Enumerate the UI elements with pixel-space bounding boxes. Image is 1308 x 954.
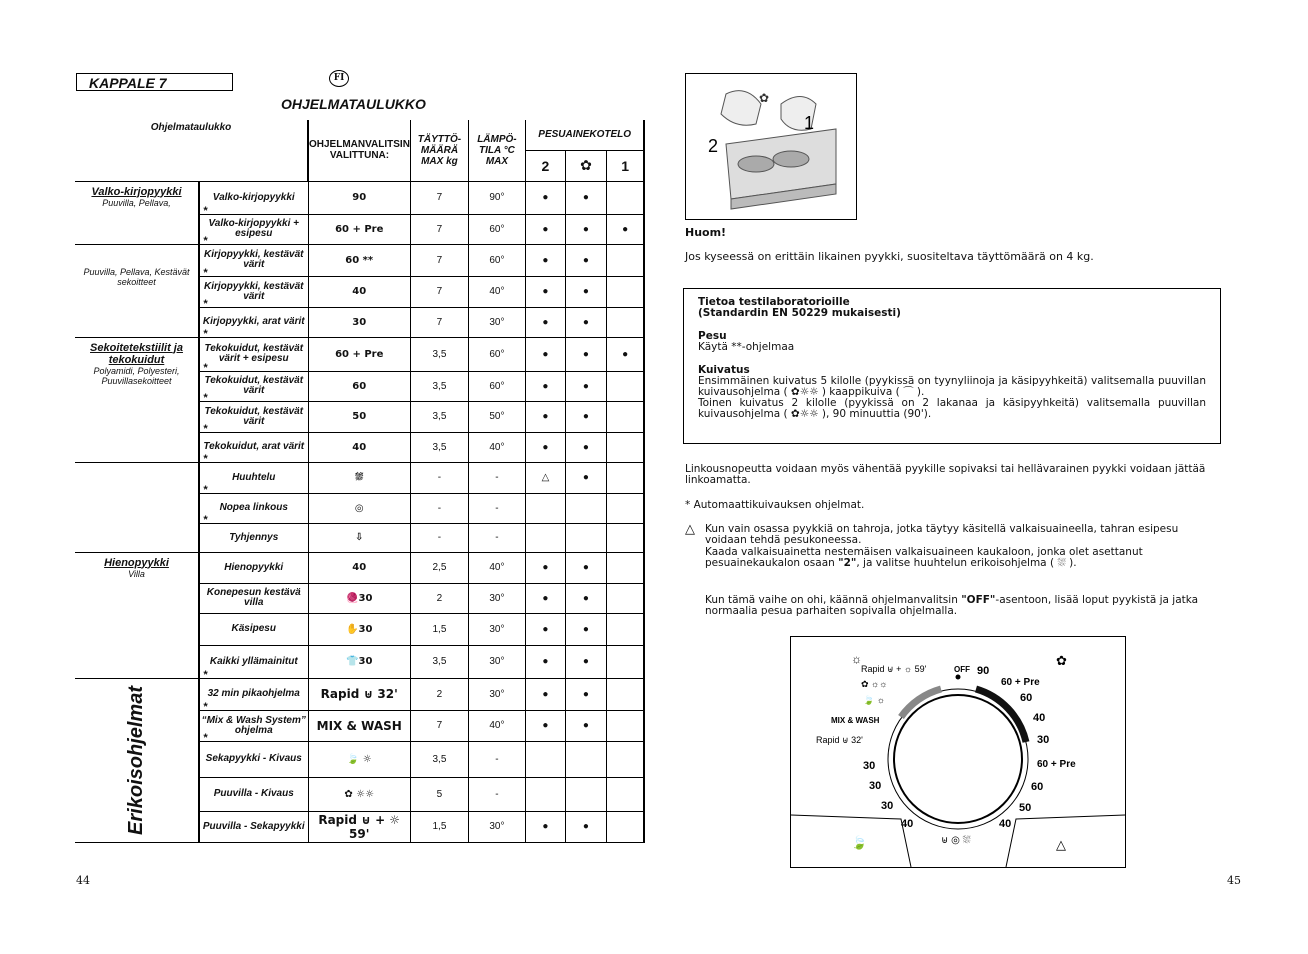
program-selector: 40 — [308, 276, 410, 307]
dial-mix-dry: 🍃 ☼ — [863, 695, 885, 705]
dial-off-label: OFF — [954, 665, 970, 674]
program-rows — [75, 181, 644, 842]
auto-dry-note: * Automaattikuivauksen ohjelmat. — [685, 499, 865, 511]
program-selector: 40 — [308, 432, 410, 462]
program-name: Valko-kirjopyykki * — [199, 181, 308, 214]
program-selector: ✿ ☼☼ — [308, 777, 410, 811]
det-1 — [606, 645, 644, 678]
det-1 — [606, 276, 644, 307]
program-selector: ⇩ — [308, 523, 410, 552]
dial-rapid32: Rapid ⊎ 32' — [816, 735, 863, 745]
program-selector: 🧶30 — [308, 583, 410, 613]
program-table — [75, 120, 645, 843]
program-selector: MIX & WASH — [308, 710, 410, 741]
max-temp: 30° — [468, 811, 525, 842]
dial-mixwash: MIX & WASH — [831, 716, 880, 725]
det-flower: ● — [565, 710, 606, 741]
program-name: Hienopyykki — [199, 552, 308, 583]
group-title: Hienopyykki — [104, 556, 169, 569]
page-title: OHJELMATAULUKKO — [281, 96, 426, 112]
program-name: 32 min pikaohjelma * — [199, 678, 308, 710]
det-1: ● — [606, 337, 644, 371]
program-selector: 👕30 — [308, 645, 410, 678]
group-cell — [75, 181, 199, 244]
warning-text-1: Kun vain osassa pyykkiä on tahroja, jotka täytyy käsitellä valkaisuaineella, tahran esipesu voidaan tehdä pesukoneessa. — [705, 523, 1179, 546]
group-subtitle: Puuvilla, Pellava, Kestävät sekoitteet — [83, 266, 190, 287]
det-2: ● — [525, 678, 565, 710]
det-1 — [606, 741, 644, 777]
test-lab-info-box — [683, 288, 1221, 444]
dial-svg — [791, 637, 1125, 867]
det-flower — [565, 493, 606, 523]
det-2 — [525, 493, 565, 523]
detergent-drawer-icon — [686, 74, 856, 219]
max-load: 2 — [410, 678, 468, 710]
det-1 — [606, 552, 644, 583]
max-load: 2 — [410, 583, 468, 613]
program-name: Valko-kirjopyykki + esipesu * — [199, 214, 308, 244]
header-temp: LÄMPÖ-TILA °C MAX — [468, 120, 525, 181]
det-1 — [606, 493, 644, 523]
max-temp: - — [468, 462, 525, 493]
group-vertical-title: Erikoisohjelmat — [125, 686, 147, 835]
det-flower: ● — [565, 244, 606, 276]
dial-r60pre2: 60 + Pre — [1037, 759, 1076, 770]
max-load: 7 — [410, 276, 468, 307]
det-flower: ● — [565, 811, 606, 842]
max-temp: - — [468, 741, 525, 777]
dial-l40a: 40 — [901, 818, 914, 830]
program-dial-illustration — [790, 636, 1126, 868]
table-row — [75, 181, 644, 214]
max-load: 3,5 — [410, 371, 468, 401]
max-temp: 30° — [468, 678, 525, 710]
group-subtitle: Polyamidi, Polyesteri, Puuvillasekoitteet — [93, 365, 180, 386]
program-selector: 30 — [308, 307, 410, 337]
det-1 — [606, 811, 644, 842]
warning-text-2: Kaada valkaisuainetta nestemäisen valkaisuaineen kaukaloon, jonka olet asettanut pesuainekaukalon osaan "2", ja valitse huuhtelun erikoisohjelma ( ⛆ ). — [705, 546, 1143, 569]
table-row — [75, 552, 644, 583]
max-load: - — [410, 493, 468, 523]
det-flower: ● — [565, 307, 606, 337]
page-number-right: 45 — [1227, 874, 1241, 887]
program-selector: 40 — [308, 552, 410, 583]
table-row — [75, 337, 644, 371]
det-2: △ — [525, 462, 565, 493]
det-flower — [565, 741, 606, 777]
table-row — [75, 678, 644, 710]
leaf-icon: 🍃 — [851, 835, 868, 850]
program-selector: 60 + Pre — [308, 337, 410, 371]
det-1 — [606, 244, 644, 276]
max-temp: 60° — [468, 244, 525, 276]
program-selector: ⛆ — [308, 462, 410, 493]
det-flower: ● — [565, 432, 606, 462]
det-1 — [606, 710, 644, 741]
program-name: Tekokuidut, kestävät värit * — [199, 371, 308, 401]
det-flower: ● — [565, 645, 606, 678]
program-name: “Mix & Wash System” ohjelma * — [199, 710, 308, 741]
group-cell — [75, 552, 199, 678]
det-1 — [606, 371, 644, 401]
group-cell — [75, 244, 199, 337]
program-name: Sekapyykki - Kivaus — [199, 741, 308, 777]
det-2: ● — [525, 276, 565, 307]
dial-r50: 50 — [1019, 802, 1032, 814]
det-flower: ● — [565, 181, 606, 214]
program-name: Puuvilla - Sekapyykki — [199, 811, 308, 842]
det-flower — [565, 523, 606, 552]
max-load: 7 — [410, 244, 468, 276]
group-title: Valko-kirjopyykki — [91, 185, 182, 198]
page-number-left: 44 — [76, 874, 90, 887]
det-2: ● — [525, 432, 565, 462]
program-name: Kirjopyykki, kestävät värit * — [199, 276, 308, 307]
sun-icon: ☼ — [851, 652, 862, 666]
program-selector: 60 + Pre — [308, 214, 410, 244]
dial-r90: 90 — [977, 665, 990, 677]
header-selector: OHJELMANVALITSIN VALITTUNA: — [308, 120, 410, 181]
program-name: Kirjopyykki, kestävät värit * — [199, 244, 308, 276]
max-temp: 40° — [468, 552, 525, 583]
det-flower: ● — [565, 276, 606, 307]
max-temp: 30° — [468, 307, 525, 337]
program-name: Nopea linkous * — [199, 493, 308, 523]
det-2: ● — [525, 645, 565, 678]
det-2: ● — [525, 583, 565, 613]
program-name: Kaikki yllämainitut * — [199, 645, 308, 678]
max-load: 7 — [410, 710, 468, 741]
max-temp: - — [468, 493, 525, 523]
det-flower: ● — [565, 371, 606, 401]
max-temp: - — [468, 777, 525, 811]
det-1 — [606, 401, 644, 432]
det-2: ● — [525, 401, 565, 432]
max-temp: 30° — [468, 583, 525, 613]
dial-r40: 40 — [1033, 712, 1046, 724]
group-subtitle: Villa — [128, 568, 145, 579]
max-temp: 30° — [468, 645, 525, 678]
header-program: Ohjelmataulukko — [75, 120, 308, 181]
group-cell — [75, 678, 199, 842]
det-2 — [525, 777, 565, 811]
flower-icon: ✿ — [565, 150, 606, 181]
det-2: ● — [525, 371, 565, 401]
det-flower: ● — [565, 613, 606, 645]
max-load: 5 — [410, 777, 468, 811]
det-1 — [606, 307, 644, 337]
det-2: ● — [525, 613, 565, 645]
max-load: - — [410, 523, 468, 552]
dial-r30: 30 — [1037, 734, 1050, 746]
det-1 — [606, 523, 644, 552]
chapter-label: KAPPALE 7 — [76, 73, 233, 91]
max-temp: - — [468, 523, 525, 552]
program-selector: 🍃 ☼ — [308, 741, 410, 777]
det-2: ● — [525, 181, 565, 214]
box-title-1: Tietoa testilaboratorioille — [698, 296, 850, 308]
dial-cotton-dry: ✿ ☼☼ — [861, 679, 888, 689]
max-load: 3,5 — [410, 645, 468, 678]
detergent-drawer-illustration — [685, 73, 857, 220]
program-name: Tekokuidut, kestävät värit * — [199, 401, 308, 432]
program-name: Konepesun kestävä villa — [199, 583, 308, 613]
max-load: 3,5 — [410, 432, 468, 462]
det-2: ● — [525, 337, 565, 371]
spin-paragraph: Linkousnopeutta voidaan myös vähentää pyykille sopivaksi tai hellävarainen pyykki voidaan jättää linkoamatta. — [685, 463, 1206, 486]
max-load: 3,5 — [410, 337, 468, 371]
max-load: 7 — [410, 307, 468, 337]
program-name: Kirjopyykki, arat värit * — [199, 307, 308, 337]
max-temp: 60° — [468, 371, 525, 401]
det-2: ● — [525, 214, 565, 244]
max-temp: 40° — [468, 432, 525, 462]
det-flower: ● — [565, 462, 606, 493]
program-selector: Rapid ⊎ 32' — [308, 678, 410, 710]
det-2 — [525, 741, 565, 777]
note-title: Huom! — [685, 226, 727, 239]
dial-l30c: 30 — [881, 800, 894, 812]
max-temp: 50° — [468, 401, 525, 432]
warning-triangle-icon: △ — [685, 522, 695, 537]
group-cell — [75, 462, 199, 552]
max-temp: 40° — [468, 276, 525, 307]
det-flower: ● — [565, 401, 606, 432]
det-2: ● — [525, 244, 565, 276]
det-2 — [525, 523, 565, 552]
det-1 — [606, 678, 644, 710]
triangle-icon: △ — [1056, 837, 1066, 852]
header-detergent: PESUAINEKOTELO — [525, 120, 644, 150]
det-2: ● — [525, 552, 565, 583]
dial-r60pre: 60 + Pre — [1001, 677, 1040, 688]
det-flower — [565, 777, 606, 811]
max-load: 3,5 — [410, 741, 468, 777]
max-load: 3,5 — [410, 401, 468, 432]
det-flower: ● — [565, 583, 606, 613]
max-temp: 30° — [468, 613, 525, 645]
max-temp: 40° — [468, 710, 525, 741]
det-1 — [606, 613, 644, 645]
program-selector: ◎ — [308, 493, 410, 523]
det-flower: ● — [565, 214, 606, 244]
max-temp: 90° — [468, 181, 525, 214]
program-name: Tekokuidut, arat värit * — [199, 432, 308, 462]
dial-r40b: 40 — [999, 818, 1012, 830]
program-selector: 90 — [308, 181, 410, 214]
det-1 — [606, 181, 644, 214]
det-1 — [606, 462, 644, 493]
det-2: ● — [525, 307, 565, 337]
group-cell — [75, 337, 199, 462]
program-name: Käsipesu — [199, 613, 308, 645]
program-selector: 60 — [308, 371, 410, 401]
det-1: ● — [606, 214, 644, 244]
box-pesu-title: Pesu — [698, 330, 727, 342]
svg-text:✿: ✿ — [759, 91, 770, 105]
max-load: 2,5 — [410, 552, 468, 583]
header-load: TÄYTTÖ-MÄÄRÄ MAX kg — [410, 120, 468, 181]
program-name: Tyhjennys — [199, 523, 308, 552]
cotton-icon: ✿ — [1056, 653, 1067, 668]
det-flower: ● — [565, 678, 606, 710]
det-flower: ● — [565, 337, 606, 371]
warning-text-3: Kun tämä vaihe on ohi, käännä ohjelmanvalitsin "OFF"-asentoon, lisää loput pyykistä ja jatka normaalia pesua parhaiten sopivalla ohjelmalla. — [705, 594, 1199, 617]
max-load: - — [410, 462, 468, 493]
dial-r60: 60 — [1020, 692, 1033, 704]
illus-label-2: 2 — [708, 136, 719, 156]
det-flower: ● — [565, 552, 606, 583]
box-kuivatus-text-1: Ensimmäinen kuivatus 5 kilolle (pyykissä on tyynyliinoja ja käsipyyhkeitä) valitsemalla puuvillan kuivausohjelma ( ✿☼☼ ) kaappikuiva ( ⌒ ). — [698, 375, 1206, 398]
max-temp: 60° — [468, 214, 525, 244]
program-selector: Rapid ⊎ + ☼ 59' — [308, 811, 410, 842]
illus-label-1: 1 — [804, 113, 815, 133]
dial-rapid59: Rapid ⊎ + ☼ 59' — [861, 664, 927, 674]
max-load: 7 — [410, 181, 468, 214]
max-load: 1,5 — [410, 613, 468, 645]
box-title-2: (Standardin EN 50229 mukaisesti) — [698, 307, 901, 319]
table-row — [75, 462, 644, 493]
program-name: Puuvilla - Kivaus — [199, 777, 308, 811]
group-subtitle: Puuvilla, Pellava, — [102, 197, 171, 208]
max-load: 7 — [410, 214, 468, 244]
box-kuivatus-text-2: Toinen kuivatus 2 kilolle (pyykissä on 2 lakanaa ja käsipyyhkeitä) valitsemalla puuvillan kuivausohjelma ( ✿☼☼ ), 90 minuuttia (90'). — [698, 397, 1206, 420]
program-name: Tekokuidut, kestävät värit + esipesu * — [199, 337, 308, 371]
max-temp: 60° — [468, 337, 525, 371]
table-row — [75, 244, 644, 276]
program-selector: 50 — [308, 401, 410, 432]
det-2: ● — [525, 710, 565, 741]
det-1 — [606, 432, 644, 462]
program-selector: 60 ** — [308, 244, 410, 276]
dial-bottom-icons: ⊎ ◎ ⛆ — [941, 835, 971, 846]
program-name: Huuhtelu * — [199, 462, 308, 493]
note-text: Jos kyseessä on erittäin likainen pyykki, suositeltava täyttömäärä on 4 kg. — [685, 250, 1094, 263]
dial-l30a: 30 — [863, 760, 876, 772]
program-selector: ✋30 — [308, 613, 410, 645]
header-det-1: 1 — [606, 150, 644, 181]
group-title: Sekoitetekstiilit ja tekokuidut — [90, 341, 183, 366]
language-badge: FI — [329, 70, 349, 87]
box-kuivatus-title: Kuivatus — [698, 364, 750, 376]
det-1 — [606, 777, 644, 811]
box-pesu-text: Käytä **-ohjelmaa — [698, 341, 795, 353]
max-load: 1,5 — [410, 811, 468, 842]
det-1 — [606, 583, 644, 613]
det-2: ● — [525, 811, 565, 842]
header-det-2: 2 — [525, 150, 565, 181]
dial-r60b: 60 — [1031, 781, 1044, 793]
dial-l30b: 30 — [869, 780, 882, 792]
